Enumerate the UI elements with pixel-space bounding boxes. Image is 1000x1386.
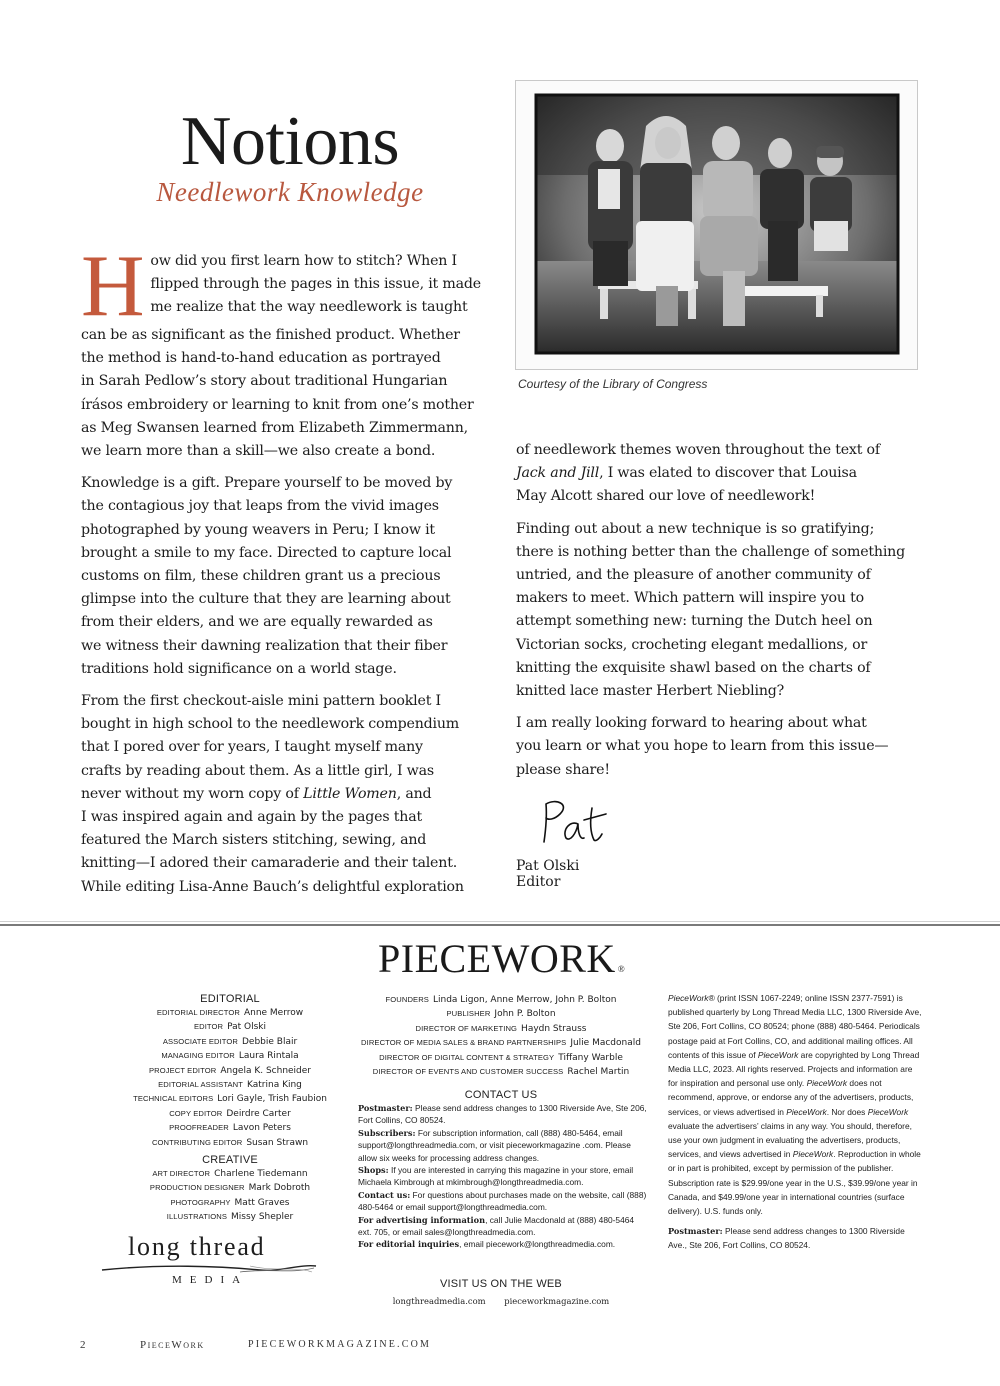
staff-entry: PRODUCTION DESIGNER Mark Dobroth bbox=[149, 1183, 311, 1194]
signoff-name: Pat Olski bbox=[516, 858, 580, 874]
text-line: that I pored over for years, I taught myself many bbox=[81, 739, 423, 756]
staff-entry: DIRECTOR OF EVENTS AND CUSTOMER SUCCESS Rachel Martin bbox=[372, 1067, 630, 1078]
contact-info bbox=[358, 1102, 648, 1251]
photo-caption: Courtesy of the Library of Congress bbox=[518, 377, 708, 391]
signature-icon bbox=[538, 798, 610, 848]
staff-entry: DIRECTOR OF MARKETING Haydn Strauss bbox=[415, 1023, 587, 1034]
text-line: brought a smile to my face. Directed to capture local bbox=[81, 544, 452, 561]
text-line: glimpse into the culture that they are learning about bbox=[81, 591, 451, 608]
text-line: we witness their dawning realization that their fiber bbox=[81, 637, 448, 654]
logo-subtext: MEDIA bbox=[172, 1274, 249, 1286]
text-line: While editing Lisa-Anne Bauch’s delightful exploration bbox=[81, 878, 464, 895]
piecework-logo bbox=[378, 936, 626, 991]
staff-entry: PROOFREADER Lavon Peters bbox=[169, 1123, 291, 1134]
staff-entry: ART DIRECTOR Charlene Tiedemann bbox=[152, 1169, 308, 1179]
paragraph-5 bbox=[516, 712, 936, 782]
staff-entry: FOUNDERS Linda Ligon, Anne Merrow, John P. Bolton bbox=[385, 995, 617, 1005]
link-pieceworkmagazine[interactable]: pieceworkmagazine.com bbox=[504, 1296, 610, 1306]
text-segment: , I was elated to discover that Louisa bbox=[599, 465, 857, 482]
signoff-role: Editor bbox=[516, 874, 561, 890]
section-divider bbox=[0, 921, 1000, 926]
text-line: Knowledge is a gift. Prepare yourself to be moved by bbox=[81, 475, 453, 492]
text-line: attempt something new: turning the Dutch heel on bbox=[516, 613, 873, 630]
staff-entry: DIRECTOR OF MEDIA SALES & BRAND PARTNERSHIPS Julie Macdonald bbox=[361, 1038, 641, 1049]
contact-heading: CONTACT US bbox=[464, 1089, 538, 1101]
logo-text: PIECEWORK bbox=[378, 936, 616, 981]
link-longthreadmedia[interactable]: longthreadmedia.com bbox=[392, 1296, 486, 1306]
text-line: ow did you first learn how to stitch? When I bbox=[150, 253, 457, 269]
text-line: me realize that the way needlework is taught bbox=[150, 299, 468, 316]
text-line: from their elders, and we are equally rewarded as bbox=[81, 614, 433, 631]
staff-entry: EDITOR Pat Olski bbox=[193, 1022, 267, 1033]
text-line: I am really looking forward to hearing about what bbox=[516, 715, 867, 732]
page-subtitle: Needlework Knowledge bbox=[156, 177, 424, 207]
text-line: there is nothing better than the challenge of something bbox=[516, 543, 906, 560]
text-segment: never without my worn copy of bbox=[81, 785, 304, 802]
text-line bbox=[516, 462, 936, 485]
footer-brand: PieceWork bbox=[140, 1339, 205, 1351]
paragraph-2 bbox=[81, 472, 501, 681]
staff-entry: PROJECT EDITOR Angela K. Schneider bbox=[148, 1065, 312, 1076]
text-line: I was inspired again and again by the pages that bbox=[81, 809, 422, 826]
staff-entry: DIRECTOR OF DIGITAL CONTENT & STRATEGY Tiffany Warble bbox=[379, 1052, 623, 1063]
text-line: makers to meet. Which pattern will inspire you to bbox=[516, 590, 864, 607]
photo-children-knitting-icon bbox=[528, 91, 904, 359]
text-line: you learn or what you hope to learn from this issue— bbox=[516, 738, 889, 755]
text-line: knitting the exquisite shawl based on the charts of bbox=[516, 659, 871, 676]
text-line: the contagious joy that leaps from the vivid images bbox=[81, 498, 439, 515]
text-line: of needlework themes woven throughout the text of bbox=[516, 442, 880, 458]
paragraph-1 bbox=[81, 238, 501, 463]
text-line: crafts by reading about them. As a little girl, I was bbox=[81, 762, 434, 779]
staff-entry: ILLUSTRATIONS Missy Shepler bbox=[166, 1212, 294, 1223]
text-line: knitting—I adored their camaraderie and their talent. bbox=[81, 855, 458, 872]
text-line: írásos embroidery or learning to knit from one’s mother bbox=[81, 396, 474, 413]
legal-paragraph: Postmaster: Please send address changes to 1300 Riverside Ave., Ste 206, Fort Collins, CO 80524. bbox=[668, 1226, 905, 1251]
legal-paragraph: PieceWork® (print ISSN 1067-2249; online ISSN 2377-7591) is published quarterly by Long Thread Media LLC, 1300 Riverside Ave, Ste 206, Fort Collins, CO 80524; phone (888) 480-5464. Periodicals postage paid at Fort Collins, CO, and additional mailing offices. All contents of this issue of PieceWork are copyrighted by Long Thread Media LLC, 2023. All rights reserved. Projects and information are for inspiration and personal use only. PieceWork does not recommend, approve, or endorse any of the advertisers, products, services, or views advertised in PieceWork. Nor does PieceWork evaluate the advertisers’ claims in any way. You should, therefore, use your own judgment in evaluating the advertisers, products, services, and views advertised in PieceWork. Reproduction in whole or in part is prohibited, except by permission of the publisher. Subscription rate is $29.99/one year in the U.S., $39.99/one year in Canada, and $49.99/one year in international countries (surface delivery). U.S. funds only. bbox=[668, 993, 922, 1217]
contact-item: Shops: If you are interested in carrying this magazine in your store, email Michaela Kimbrough at mkimbrough@longthreadmedia.com. bbox=[358, 1165, 634, 1188]
editorial-heading: EDITORIAL bbox=[200, 993, 260, 1005]
logo-text: long thread bbox=[128, 1232, 266, 1261]
staff-entry: COPY EDITOR Deirdre Carter bbox=[169, 1108, 291, 1119]
creative-staff bbox=[100, 1153, 360, 1225]
staff-entry: PUBLISHER John P. Bolton bbox=[446, 1009, 556, 1020]
article-column-left bbox=[81, 238, 501, 908]
text-line: traditions hold significance on a world stage. bbox=[81, 660, 397, 677]
registered-icon: ® bbox=[617, 964, 626, 974]
staff-entry: ASSOCIATE EDITOR Debbie Blair bbox=[162, 1036, 298, 1047]
staff-entry: MANAGING EDITOR Laura Rintala bbox=[161, 1051, 299, 1062]
text-line: can be as significant as the finished product. Whether bbox=[81, 327, 460, 343]
text-line: untried, and the pleasure of another community of bbox=[516, 567, 871, 584]
text-line: May Alcott shared our love of needlework! bbox=[516, 488, 816, 505]
company-staff bbox=[356, 993, 646, 1079]
paragraph-3-continued bbox=[516, 439, 936, 509]
staff-entry: EDITORIAL DIRECTOR Anne Merrow bbox=[156, 1008, 304, 1018]
page-number: 2 bbox=[80, 1339, 86, 1351]
contact-item: Subscribers: For subscription information, call (888) 480-5464, email support@longthreadmedia.com, or visit pieceworkmagazine .com. Please allow six weeks for processing address changes. bbox=[358, 1127, 631, 1163]
page-title: Notions bbox=[180, 103, 400, 180]
text-line: featured the March sisters stitching, sewing, and bbox=[81, 832, 427, 849]
footer-url[interactable]: PIECEWORKMAGAZINE.COM bbox=[248, 1339, 432, 1350]
contact-item: For editorial inquiries, email piecework@longthreadmedia.com. bbox=[358, 1239, 616, 1250]
book-title: Jack and Jill bbox=[516, 465, 600, 482]
text-line: Victorian socks, crocheting elegant medallions, or bbox=[516, 636, 868, 653]
text-line: bought in high school to the needlework compendium bbox=[81, 716, 460, 733]
text-line: knitted lace master Herbert Niebling? bbox=[516, 683, 785, 700]
photo-frame bbox=[515, 80, 918, 370]
text-line: photographed by young weavers in Peru; I know it bbox=[81, 521, 435, 538]
staff-entry: TECHNICAL EDITORS Lori Gayle, Trish Faubion bbox=[133, 1094, 327, 1105]
text-line: as Meg Swansen learned from Elizabeth Zimmermann, bbox=[81, 419, 468, 436]
text-line: please share! bbox=[516, 761, 610, 778]
legal-notice bbox=[668, 991, 924, 1259]
drop-cap: H bbox=[81, 238, 145, 335]
long-thread-media-logo bbox=[100, 1232, 320, 1290]
article-column-right bbox=[516, 439, 936, 791]
paragraph-3 bbox=[81, 690, 501, 899]
text-line: customs on film, these children grant us a precious bbox=[81, 568, 441, 585]
creative-heading: CREATIVE bbox=[202, 1154, 258, 1166]
contact-item: Postmaster: Please send address changes to 1300 Riverside Ave, Ste 206, Fort Collins, CO 80524. bbox=[358, 1103, 647, 1126]
paragraph-4 bbox=[516, 518, 936, 704]
text-line: in Sarah Pedlow’s story about traditional Hungarian bbox=[81, 373, 448, 390]
staff-entry: EDITORIAL ASSISTANT Katrina King bbox=[158, 1080, 302, 1091]
editorial-staff bbox=[100, 992, 360, 1150]
web-heading: VISIT US ON THE WEB bbox=[440, 1278, 562, 1290]
text-line: From the first checkout-aisle mini pattern booklet I bbox=[81, 693, 441, 710]
book-title: Little Women bbox=[303, 785, 397, 802]
text-line: Finding out about a new technique is so gratifying; bbox=[516, 520, 875, 537]
staff-entry: PHOTOGRAPHY Matt Graves bbox=[170, 1197, 290, 1208]
text-segment: , and bbox=[396, 785, 432, 802]
web-links bbox=[356, 1296, 646, 1306]
text-line: the method is hand-to-hand education as portrayed bbox=[81, 350, 441, 367]
contact-item: Contact us: For questions about purchases made on the website, call (888) 480-5464 or email support@longthreadmedia.com. bbox=[358, 1189, 647, 1213]
text-line bbox=[81, 783, 501, 806]
contact-item: For advertising information, call Julie Macdonald at (888) 480-5464 ext. 705, or email sales@longthreadmedia.com. bbox=[358, 1214, 635, 1238]
text-line: we learn more than a skill—we also create a bond. bbox=[81, 443, 436, 460]
text-line: flipped through the pages in this issue, it made bbox=[150, 276, 481, 293]
drop-lines bbox=[150, 250, 501, 320]
staff-entry: CONTRIBUTING EDITOR Susan Strawn bbox=[151, 1137, 309, 1148]
